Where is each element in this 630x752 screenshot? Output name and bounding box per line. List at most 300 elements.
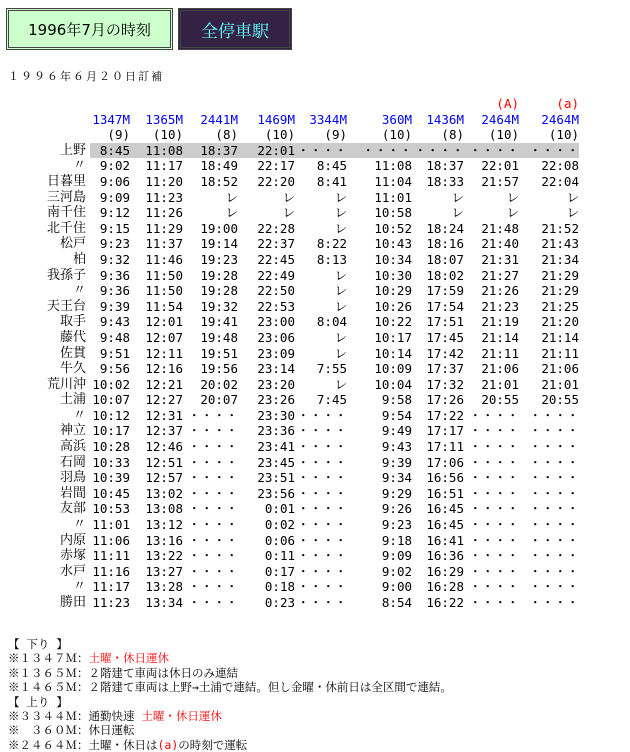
car-count: (9) — [107, 127, 130, 143]
time-cell: 13:34 — [145, 595, 183, 610]
table-row — [18, 423, 579, 439]
time-cell: 16:36 — [426, 548, 464, 564]
time-cell: 10:17 — [92, 423, 130, 439]
time-cell: ・・・・ — [528, 532, 579, 548]
time-cell: 21:14 — [481, 329, 519, 345]
table-row — [18, 143, 579, 159]
time-cell: レ — [506, 189, 519, 205]
time-cell: 22:53 — [257, 298, 295, 314]
time-cell: 11:01 — [92, 517, 130, 533]
time-cell: 16:29 — [426, 563, 464, 579]
time-cell: 21:48 — [481, 220, 519, 236]
time-cell: 11:29 — [145, 220, 183, 236]
time-cell: ・・・・ — [528, 454, 579, 470]
time-cell: 11:20 — [145, 173, 183, 189]
train-number: 2464M — [481, 111, 519, 127]
time-cell: 8:45 — [316, 158, 347, 174]
time-cell: 11:04 — [374, 173, 412, 189]
time-cell: 10:29 — [374, 283, 412, 299]
time-cell: 12:01 — [145, 314, 183, 330]
time-cell: ・・・・ — [464, 143, 519, 159]
table-row — [18, 205, 579, 221]
time-cell: 19:14 — [200, 236, 238, 252]
note-1347m: ※１３４７Ｍ：土曜・休日運休 — [8, 651, 169, 666]
station-name: 友部 — [59, 501, 86, 517]
station-name: 上野 — [59, 142, 86, 158]
station-name: 土浦 — [59, 392, 86, 408]
time-cell: 17:37 — [426, 361, 464, 377]
time-cell: ・・・・ — [296, 439, 347, 455]
time-cell: ・・・・ — [468, 548, 519, 564]
time-cell: ・・・・ — [296, 454, 347, 470]
time-cell: 11:54 — [145, 298, 183, 314]
time-cell: 22:01 — [481, 158, 519, 174]
time-cell: 0:01 — [264, 501, 295, 517]
time-cell: 11:37 — [145, 236, 183, 252]
table-row — [18, 486, 579, 502]
table-row — [18, 548, 579, 564]
train-number: 2464M — [541, 111, 579, 127]
table-row — [18, 533, 579, 549]
time-cell: 9:58 — [381, 392, 412, 408]
time-cell: ・・・・ — [296, 517, 347, 533]
time-cell: ・・・・ — [296, 423, 347, 439]
time-cell: 9:23 — [381, 517, 412, 533]
time-cell: 10:12 — [92, 407, 130, 423]
time-cell: 22:04 — [541, 173, 579, 189]
time-cell: 12:37 — [145, 423, 183, 439]
time-cell: レ — [225, 205, 238, 221]
time-cell: ・・・・ — [528, 485, 579, 501]
time-cell: 23:45 — [257, 454, 295, 470]
train-mark: (A) — [496, 96, 519, 111]
time-cell: ・・・・ — [187, 595, 238, 610]
time-cell: 19:00 — [200, 220, 238, 236]
time-cell: 12:46 — [145, 439, 183, 455]
time-cell: ・・・・ — [528, 423, 579, 439]
time-cell: 9:29 — [381, 485, 412, 501]
time-cell: 21:20 — [541, 314, 579, 330]
station-name: 〃 — [72, 407, 86, 423]
time-cell: 23:56 — [257, 485, 295, 501]
time-cell: 11:23 — [145, 189, 183, 205]
time-cell: 9:00 — [381, 579, 412, 595]
time-cell: ・・・・ — [296, 579, 347, 595]
time-cell: 20:55 — [541, 392, 579, 408]
table-row — [18, 579, 579, 595]
time-cell: 9:51 — [99, 345, 130, 361]
time-cell: 11:08 — [374, 158, 412, 174]
time-cell: 18:37 — [183, 143, 238, 159]
time-cell: 11:01 — [374, 189, 412, 205]
time-cell: 23:20 — [257, 376, 295, 392]
time-cell: ・・・・ — [296, 142, 347, 158]
time-cell: 21:11 — [541, 345, 579, 361]
table-row — [18, 361, 579, 377]
time-cell: ・・・・ — [468, 501, 519, 517]
train-mark — [90, 96, 130, 112]
time-cell: 7:55 — [316, 361, 347, 377]
train-number: 3344M — [309, 111, 347, 127]
time-cell: ・・・・ — [296, 485, 347, 501]
time-cell: 12:57 — [145, 470, 183, 486]
note-1365m: ※１３６５Ｍ：２階建て車両は休日のみ連結 — [8, 665, 238, 680]
time-cell: 21:06 — [541, 361, 579, 377]
time-cell: 9:02 — [99, 158, 130, 174]
time-cell: 22:28 — [257, 220, 295, 236]
time-cell: レ — [282, 189, 295, 205]
time-cell: ・・・・ — [468, 579, 519, 595]
time-cell: 10:43 — [374, 236, 412, 252]
time-cell: ・・・・ — [296, 532, 347, 548]
time-cell: 21:52 — [541, 220, 579, 236]
time-cell: ・・・・ — [187, 407, 238, 423]
station-name: 荒川沖 — [46, 376, 86, 392]
station-name: 佐貫 — [59, 345, 86, 361]
station-name: 柏 — [72, 251, 86, 267]
train-mark: (a) — [556, 96, 579, 111]
time-cell: 16:56 — [426, 470, 464, 486]
time-cell: ・・・・ — [187, 517, 238, 533]
time-cell: 16:45 — [426, 517, 464, 533]
station-name: 南千住 — [46, 205, 86, 221]
header-spacer — [18, 112, 90, 128]
header-spacer — [18, 96, 90, 112]
time-cell: ・・・・ — [296, 501, 347, 517]
station-name: 水戸 — [59, 563, 86, 579]
time-cell: 9:48 — [99, 329, 130, 345]
time-cell: 10:45 — [92, 485, 130, 501]
time-cell: ・・・・ — [528, 407, 579, 423]
time-cell: レ — [334, 345, 347, 361]
time-cell: 12:07 — [145, 329, 183, 345]
time-cell: 21:06 — [481, 361, 519, 377]
table-row — [18, 346, 579, 362]
time-cell: ・・・・ — [187, 485, 238, 501]
time-cell: 9:39 — [99, 298, 130, 314]
time-cell: ・・・・ — [468, 407, 519, 423]
time-cell: 23:26 — [257, 392, 295, 408]
time-cell: ・・・・ — [468, 423, 519, 439]
time-cell: 12:27 — [145, 392, 183, 408]
station-name: 赤塚 — [59, 548, 86, 564]
station-name: 牛久 — [59, 361, 86, 377]
time-cell: 13:02 — [145, 485, 183, 501]
time-cell: 22:49 — [257, 267, 295, 283]
time-cell: 11:17 — [145, 158, 183, 174]
time-cell: 23:30 — [257, 407, 295, 423]
time-cell: レ — [334, 329, 347, 345]
table-row — [18, 517, 579, 533]
car-count: (10) — [381, 127, 412, 143]
time-cell: ・・・・ — [468, 595, 519, 610]
time-cell: 19:28 — [200, 283, 238, 299]
note-3344m: ※３３４４Ｍ：通勤快速 土曜・休日運休 — [8, 709, 222, 724]
time-cell: 13:12 — [145, 517, 183, 533]
time-cell: 12:16 — [145, 361, 183, 377]
time-cell: 10:02 — [92, 376, 130, 392]
train-number: 360M — [381, 111, 412, 127]
time-cell: ・・・・ — [296, 548, 347, 564]
page-title-label: 1996年7月の時刻 — [28, 20, 151, 39]
time-cell: ・・・・ — [468, 485, 519, 501]
time-cell: 17:26 — [426, 392, 464, 408]
time-cell: 10:52 — [374, 220, 412, 236]
time-cell: 9:32 — [99, 251, 130, 267]
time-cell: ・・・・ — [187, 423, 238, 439]
time-cell: ・・・・ — [187, 501, 238, 517]
time-cell: 22:20 — [257, 173, 295, 189]
time-cell: 9:09 — [99, 189, 130, 205]
time-cell: 19:48 — [200, 329, 238, 345]
time-cell: ・・・・ — [468, 563, 519, 579]
time-cell: ・・・・ — [528, 595, 579, 610]
time-cell: 9:39 — [381, 454, 412, 470]
time-cell: 18:24 — [426, 220, 464, 236]
station-name: 〃 — [72, 158, 86, 174]
time-cell: 19:51 — [200, 345, 238, 361]
time-cell: 13:08 — [145, 501, 183, 517]
table-row — [18, 470, 579, 486]
time-cell: 21:29 — [541, 267, 579, 283]
header-row-mark — [18, 96, 579, 112]
time-cell: 21:19 — [481, 314, 519, 330]
notes-up-header: 【 上り 】 — [8, 694, 68, 709]
time-cell: レ — [451, 189, 464, 205]
time-cell: 16:22 — [426, 595, 464, 610]
time-cell: 19:32 — [200, 298, 238, 314]
time-cell: 19:23 — [200, 251, 238, 267]
time-cell: 21:57 — [481, 173, 519, 189]
page-title — [6, 8, 173, 50]
time-cell: 21:14 — [541, 329, 579, 345]
time-cell: 21:31 — [481, 251, 519, 267]
time-cell: 11:11 — [92, 548, 130, 564]
table-row — [18, 595, 579, 611]
table-row — [18, 221, 579, 237]
time-cell: ・・・・ — [528, 579, 579, 595]
revision-date: １９９６年６月２０日訂補 — [8, 70, 164, 83]
time-cell: 10:39 — [92, 470, 130, 486]
time-cell: 11:26 — [145, 205, 183, 221]
time-cell: 10:07 — [92, 392, 130, 408]
train-mark — [130, 96, 183, 112]
table-row — [18, 314, 579, 330]
station-name: 藤代 — [59, 329, 86, 345]
time-cell: 21:26 — [481, 283, 519, 299]
time-cell: レ — [566, 205, 579, 221]
time-cell: 9:15 — [99, 220, 130, 236]
time-cell: 17:45 — [426, 329, 464, 345]
time-cell: 9:23 — [99, 236, 130, 252]
time-cell: 9:54 — [381, 407, 412, 423]
time-cell: 11:46 — [145, 251, 183, 267]
table-row — [18, 236, 579, 252]
table-row — [18, 283, 579, 299]
time-cell: 17:42 — [426, 345, 464, 361]
car-count: (10) — [264, 127, 295, 143]
time-cell: 9:36 — [99, 267, 130, 283]
station-name: 三河島 — [46, 189, 86, 205]
time-cell: ・・・・ — [347, 143, 412, 159]
station-name: 日暮里 — [46, 173, 86, 189]
time-cell: 17:51 — [426, 314, 464, 330]
time-cell: 11:16 — [92, 563, 130, 579]
time-cell: 21:27 — [481, 267, 519, 283]
time-cell: 23:06 — [257, 329, 295, 345]
time-cell: 8:54 — [381, 595, 412, 610]
time-cell: 16:51 — [426, 485, 464, 501]
time-cell: レ — [334, 283, 347, 299]
time-cell: 13:28 — [145, 579, 183, 595]
time-cell: ・・・・ — [187, 563, 238, 579]
time-cell: 22:17 — [257, 158, 295, 174]
time-cell: 13:27 — [145, 563, 183, 579]
time-cell: ・・・・ — [468, 439, 519, 455]
time-cell: 12:21 — [145, 376, 183, 392]
time-cell: 10:17 — [374, 329, 412, 345]
all-stops-link[interactable] — [178, 8, 292, 50]
station-name: 内原 — [59, 532, 86, 548]
table-row — [18, 174, 579, 190]
car-count: (10) — [548, 127, 579, 143]
station-name: 高浜 — [59, 439, 86, 455]
time-cell: 8:41 — [316, 173, 347, 189]
time-cell: 9:43 — [99, 314, 130, 330]
time-cell: 17:11 — [426, 439, 464, 455]
time-cell: 11:06 — [92, 532, 130, 548]
station-name: 北千住 — [46, 220, 86, 236]
timetable — [18, 96, 579, 611]
station-name: 我孫子 — [46, 267, 86, 283]
time-cell: 10:22 — [374, 314, 412, 330]
time-cell: 16:28 — [426, 579, 464, 595]
time-cell: ・・・・ — [187, 454, 238, 470]
station-name: 羽鳥 — [59, 470, 86, 486]
time-cell: ・・・・ — [187, 439, 238, 455]
time-cell: 9:18 — [381, 532, 412, 548]
time-cell: 10:28 — [92, 439, 130, 455]
notes-down-header: 【 下り 】 — [8, 637, 68, 651]
time-cell: 22:45 — [257, 251, 295, 267]
time-cell: 11:23 — [92, 595, 130, 610]
time-cell: ・・・・ — [468, 532, 519, 548]
station-name: 〃 — [72, 579, 86, 595]
table-row — [18, 299, 579, 315]
time-cell: 21:11 — [481, 345, 519, 361]
time-cell: 17:22 — [426, 407, 464, 423]
train-number: 1365M — [145, 111, 183, 127]
time-cell: 23:14 — [257, 361, 295, 377]
time-cell: 13:22 — [145, 548, 183, 564]
car-count: (8) — [215, 127, 238, 143]
time-cell: 21:23 — [481, 298, 519, 314]
time-cell: 9:09 — [381, 548, 412, 564]
time-cell: ・・・・ — [187, 470, 238, 486]
time-cell: 10:58 — [374, 205, 412, 221]
car-count: (8) — [441, 127, 464, 143]
time-cell: 19:28 — [200, 267, 238, 283]
time-cell: 21:01 — [541, 376, 579, 392]
station-name: 〃 — [72, 517, 86, 533]
time-cell: 9:34 — [381, 470, 412, 486]
time-cell: ・・・・ — [468, 517, 519, 533]
time-cell: 23:51 — [257, 470, 295, 486]
time-cell: ・・・・ — [468, 470, 519, 486]
time-cell: 18:07 — [426, 251, 464, 267]
time-cell: 18:37 — [426, 158, 464, 174]
car-count: (9) — [324, 127, 347, 143]
note-360m: ※ ３６０Ｍ：休日運転 — [8, 723, 135, 738]
time-cell: 23:36 — [257, 423, 295, 439]
time-cell: ・・・・ — [296, 407, 347, 423]
time-cell: 17:17 — [426, 423, 464, 439]
time-cell: 17:59 — [426, 283, 464, 299]
time-cell: ・・・・ — [528, 501, 579, 517]
time-cell: 20:02 — [200, 376, 238, 392]
header-row-number — [18, 112, 579, 128]
time-cell: 8:13 — [316, 251, 347, 267]
time-cell: ・・・・ — [468, 454, 519, 470]
time-cell: 17:54 — [426, 298, 464, 314]
time-cell: レ — [282, 205, 295, 221]
time-cell: 9:26 — [381, 501, 412, 517]
train-number: 1436M — [426, 111, 464, 127]
time-cell: レ — [334, 220, 347, 236]
table-row — [18, 268, 579, 284]
train-number: 1347M — [92, 111, 130, 127]
all-stops-label[interactable]: 全停車駅 — [201, 21, 269, 42]
time-cell: 8:04 — [316, 314, 347, 330]
time-cell: 9:06 — [99, 173, 130, 189]
time-cell: 21:29 — [541, 283, 579, 299]
time-cell: 0:23 — [264, 595, 295, 610]
time-cell: レ — [334, 205, 347, 221]
header-spacer — [18, 127, 90, 143]
time-cell: 23:00 — [257, 314, 295, 330]
time-cell: 19:56 — [200, 361, 238, 377]
time-cell: ・・・・ — [528, 563, 579, 579]
note-1465m: ※１４６５Ｍ：２階建て車両は上野→土浦で連結。但し金曜・休前日は全区間で連結。 — [8, 680, 452, 695]
time-cell: 9:12 — [99, 205, 130, 221]
time-cell: 22:01 — [238, 143, 295, 159]
time-cell: 10:14 — [374, 345, 412, 361]
notes — [8, 637, 452, 752]
time-cell: 0:18 — [264, 579, 295, 595]
time-cell: 7:45 — [316, 392, 347, 408]
table-row — [18, 377, 579, 393]
station-name: 〃 — [72, 283, 86, 299]
time-cell: 18:16 — [426, 236, 464, 252]
time-cell: 0:06 — [264, 532, 295, 548]
time-cell: 9:43 — [381, 439, 412, 455]
time-cell: ・・・・ — [528, 548, 579, 564]
time-cell: ・・・・ — [187, 548, 238, 564]
time-cell: 0:11 — [264, 548, 295, 564]
train-mark — [347, 96, 412, 112]
table-row — [18, 158, 579, 174]
time-cell: 18:02 — [426, 267, 464, 283]
train-mark — [238, 96, 295, 112]
station-name: 岩間 — [59, 485, 86, 501]
time-cell: ・・・・ — [413, 142, 464, 158]
time-cell: レ — [334, 376, 347, 392]
table-row — [18, 408, 579, 424]
time-cell: 10:09 — [374, 361, 412, 377]
time-cell: ・・・・ — [296, 470, 347, 486]
train-mark — [295, 96, 347, 112]
station-name: 石岡 — [59, 454, 86, 470]
